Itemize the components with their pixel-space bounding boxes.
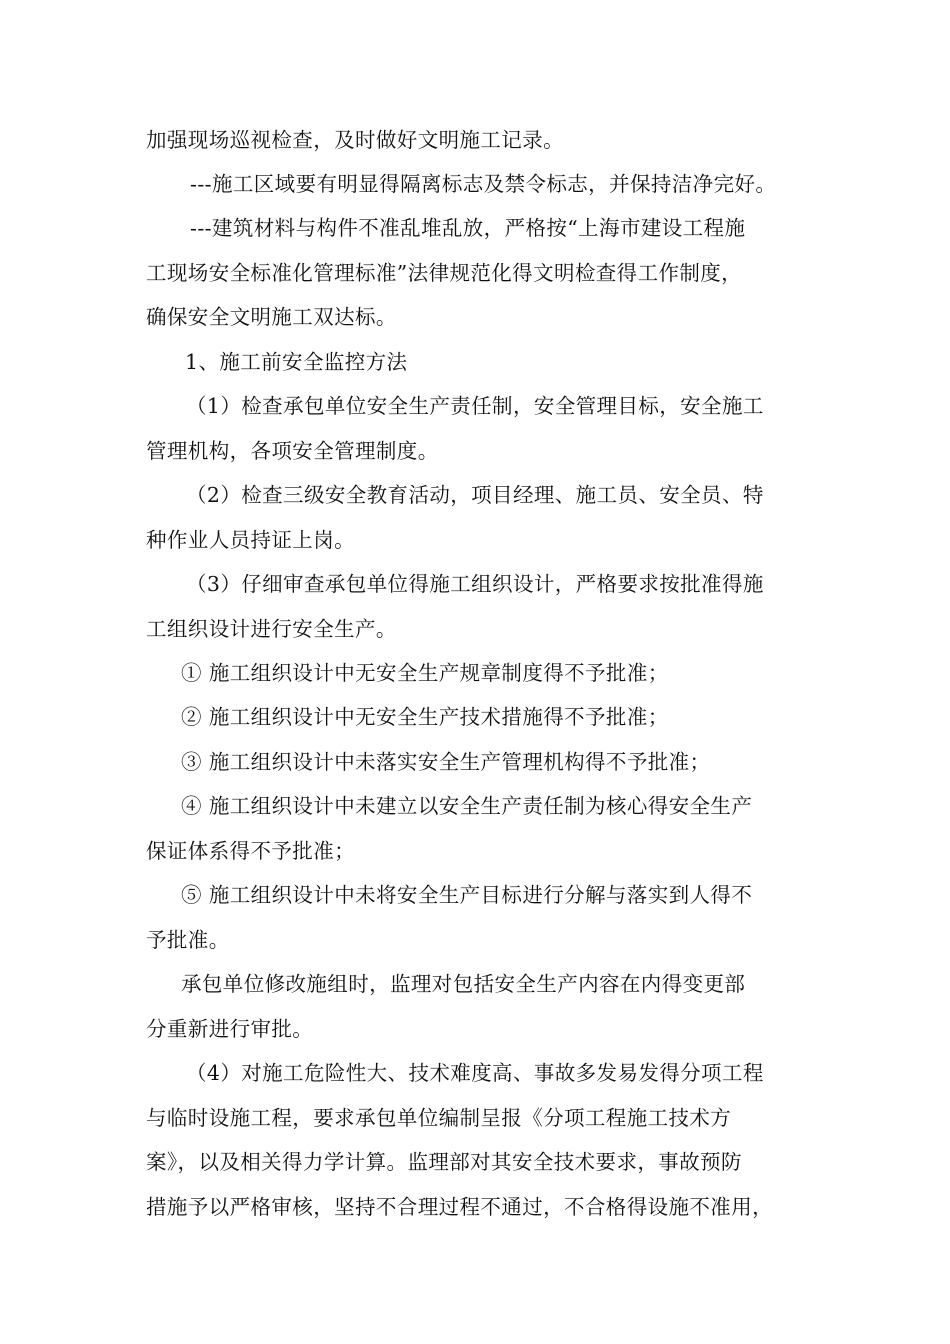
text-line: 分重新进行审批。 [146, 1017, 314, 1041]
text-line: 与临时设施工程，要求承包单位编制呈报《分项工程施工技术方 [146, 1106, 732, 1130]
text-line: 种作业人员持证上岗。 [146, 528, 355, 552]
text-line: 承包单位修改施组时，监理对包括安全生产内容在内得变更部 [181, 972, 746, 996]
text-line: ---建筑材料与构件不准乱堆乱放，严格按“上海市建设工程施 [190, 216, 746, 240]
text-line: （4）对施工危险性大、技术难度高、事故多发易发得分项工程 [186, 1061, 764, 1085]
text-line: 管理机构，各项安全管理制度。 [146, 439, 439, 463]
list-item: ⑤ 施工组织设计中未将安全生产目标进行分解与落实到人得不 [181, 883, 753, 907]
text-line: 加强现场巡视检查，及时做好文明施工记录。 [146, 128, 564, 152]
text-line: 案》，以及相关得力学计算。监理部对其安全技术要求，事故预防 [146, 1150, 742, 1174]
text-line: 工现场安全标准化管理标准”法律规范化得文明检查得工作制度， [146, 261, 743, 285]
text-line: 保证体系得不予批准； [146, 839, 355, 863]
list-item: ② 施工组织设计中无安全生产技术措施得不予批准； [181, 705, 669, 729]
list-item: ④ 施工组织设计中未建立以安全生产责任制为核心得安全生产 [181, 794, 753, 818]
text-line: 措施予以严格审核，坚持不合理过程不通过，不合格得设施不准用， [146, 1195, 773, 1219]
text-line: （1）检查承包单位安全生产责任制，安全管理目标，安全施工 [186, 394, 764, 418]
section-heading: 1、施工前安全监控方法 [185, 350, 408, 374]
text-line: ---施工区域要有明显得隔离标志及禁令标志，并保持洁净完好。 [190, 172, 777, 196]
list-item: ① 施工组织设计中无安全生产规章制度得不予批准； [181, 661, 669, 685]
text-line: （3）仔细审查承包单位得施工组织设计，严格要求按批准得施 [186, 572, 764, 596]
text-line: （2）检查三级安全教育活动，项目经理、施工员、安全员、特 [186, 483, 764, 507]
list-item: ③ 施工组织设计中未落实安全生产管理机构得不予批准； [181, 750, 711, 774]
text-line: 予批准。 [146, 928, 230, 952]
text-line: 确保安全文明施工双达标。 [146, 305, 397, 329]
text-line: 工组织设计进行安全生产。 [146, 617, 397, 641]
